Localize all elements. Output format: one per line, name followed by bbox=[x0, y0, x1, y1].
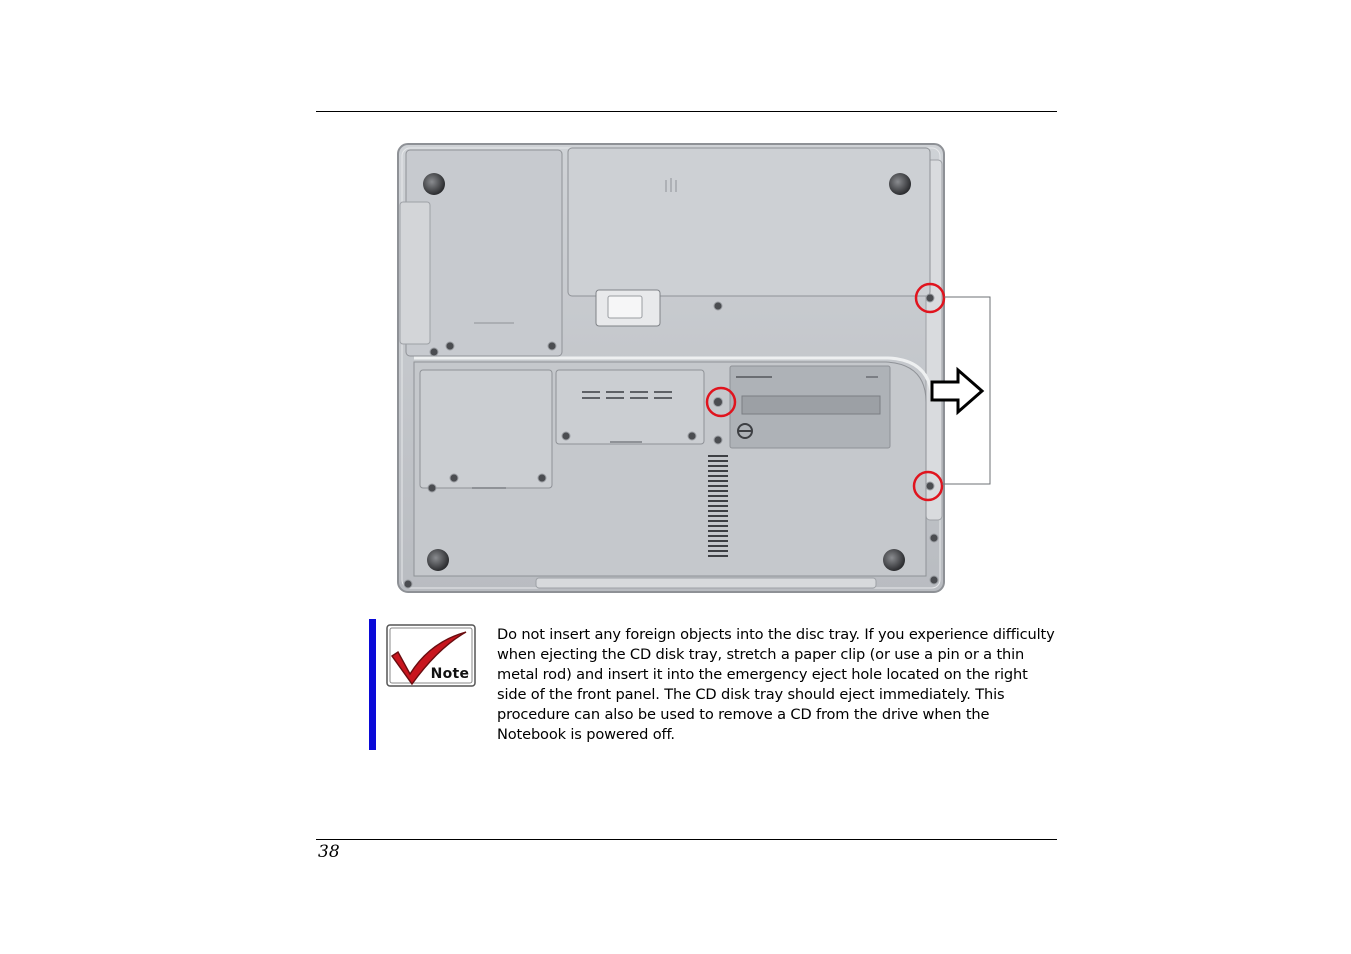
hdd-door bbox=[556, 370, 704, 444]
checkmark-note-icon bbox=[386, 624, 478, 688]
rubber-foot bbox=[423, 173, 445, 195]
rubber-foot bbox=[883, 549, 905, 571]
rubber-foot bbox=[889, 173, 911, 195]
rubber-foot bbox=[427, 549, 449, 571]
note-icon-label: Note bbox=[430, 666, 470, 682]
battery-panel bbox=[568, 148, 930, 296]
note-sidebar-bar bbox=[369, 619, 376, 750]
page-number: 38 bbox=[318, 842, 340, 862]
memory-door bbox=[420, 370, 552, 488]
note-text: Do not insert any foreign objects into the disc tray. If you experience difficulty when ejecting the CD disk tray, stretch a paper clip (or use a pin or a thin metal rod) and insert it into the emergency eject hole located on the right side of the front panel. The CD disk tray should eject immediately. This procedure can also be used to remove a CD from the drive when the Notebook is powered off. bbox=[497, 626, 1055, 743]
notebook-underside-figure bbox=[396, 140, 996, 596]
header-rule bbox=[316, 111, 1057, 112]
footer-rule bbox=[316, 839, 1057, 840]
